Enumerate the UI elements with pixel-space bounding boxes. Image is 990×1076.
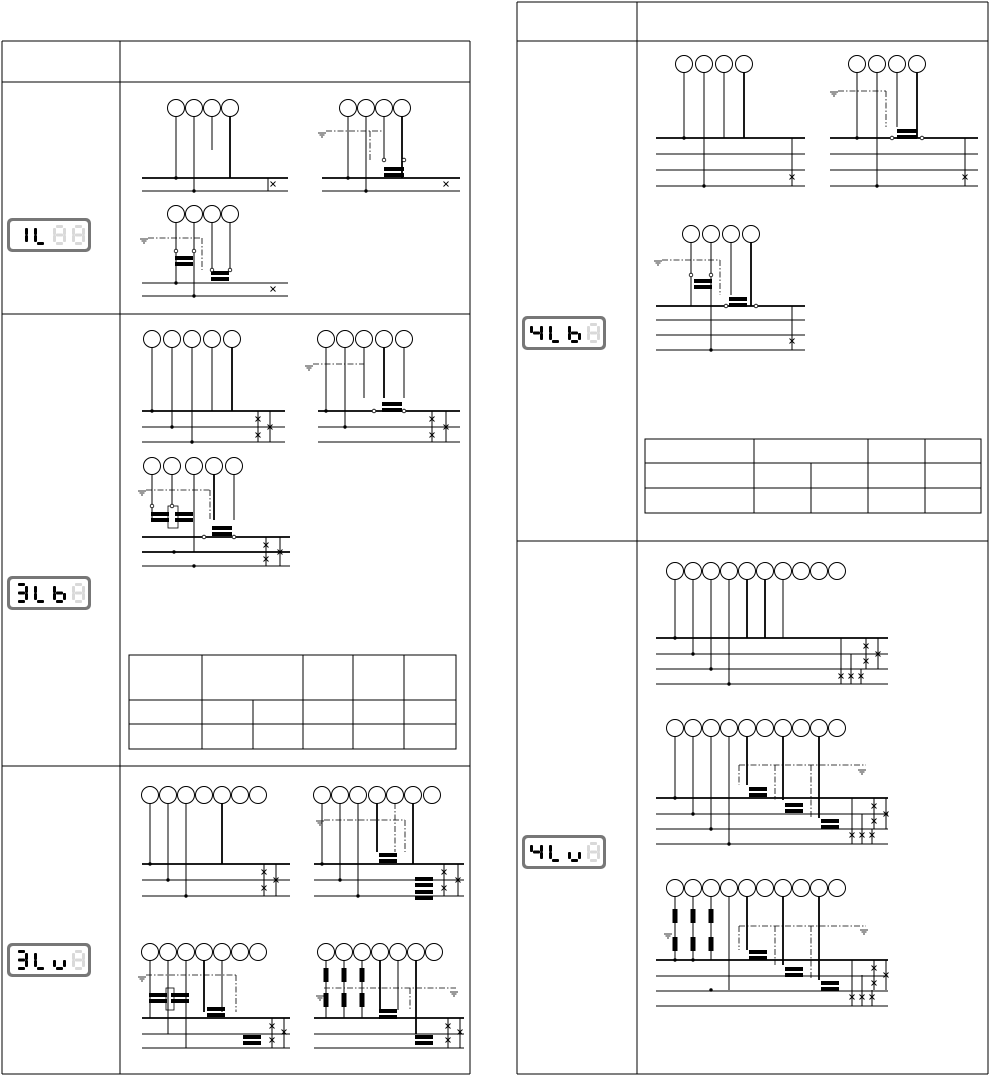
current-transformer — [212, 526, 232, 536]
terminal-circle — [318, 331, 335, 348]
current-transformer — [379, 853, 397, 863]
terminal-circle — [909, 56, 926, 73]
open-junction — [174, 249, 178, 253]
junction-dot — [190, 440, 193, 443]
terminal-circle — [232, 944, 249, 961]
open-junction — [709, 273, 713, 277]
junction-dot — [691, 958, 694, 961]
terminal-circle — [703, 226, 720, 243]
terminal-circle — [178, 944, 195, 961]
terminal-circle — [142, 787, 159, 804]
digit-8 — [587, 842, 600, 862]
terminal-circle — [250, 787, 267, 804]
terminal-circle — [757, 720, 774, 737]
ground-icon — [830, 92, 838, 96]
open-junction — [170, 504, 174, 508]
current-transformer — [694, 279, 712, 289]
terminal-circle — [358, 100, 375, 117]
junction-dot — [709, 348, 712, 351]
ground-icon — [860, 930, 868, 934]
terminal-circle — [676, 56, 693, 73]
fuse-mark — [444, 182, 449, 187]
junction-dot — [673, 636, 676, 639]
terminal-circle — [376, 100, 393, 117]
terminal-circle — [144, 331, 161, 348]
terminal-circle — [811, 880, 828, 897]
terminal-circle — [356, 331, 373, 348]
current-transformer — [175, 256, 193, 266]
ground-icon — [138, 491, 146, 495]
junction-dot — [192, 294, 195, 297]
terminal-circle — [178, 787, 195, 804]
terminal-circle — [739, 563, 756, 580]
potential-transformer — [691, 909, 696, 923]
terminal-circle — [206, 458, 223, 475]
terminal-circle — [168, 100, 185, 117]
terminal-circle — [232, 787, 249, 804]
terminal-circle — [396, 331, 413, 348]
open-junction — [920, 136, 924, 140]
terminal-circle — [426, 944, 443, 961]
terminal-circle — [739, 720, 756, 737]
junction-dot — [174, 281, 177, 284]
terminal-circle — [144, 458, 161, 475]
terminal-circle — [314, 787, 331, 804]
junction-dot — [702, 184, 705, 187]
terminal-circle — [372, 944, 389, 961]
terminal-circle — [204, 100, 221, 117]
terminal-circle — [250, 944, 267, 961]
terminal-circle — [757, 880, 774, 897]
open-junction — [689, 273, 693, 277]
open-junction — [232, 535, 236, 539]
current-transformer — [785, 803, 803, 813]
terminal-circle — [667, 720, 684, 737]
junction-dot — [875, 184, 878, 187]
ground-icon — [316, 821, 324, 825]
terminal-circle — [186, 458, 203, 475]
potential-transformer — [342, 968, 347, 982]
current-transformer — [211, 271, 229, 281]
terminal-circle — [387, 787, 404, 804]
terminal-circle — [811, 720, 828, 737]
ground-icon — [305, 366, 313, 370]
diagram-4Lu — [656, 563, 889, 1007]
terminal-circle — [186, 206, 203, 223]
digit-8 — [72, 950, 85, 970]
digit-3 — [18, 583, 28, 603]
table-3Lb — [129, 655, 456, 749]
diagram-3Lb — [138, 331, 460, 568]
terminal-circle — [164, 458, 181, 475]
terminal-circle — [332, 787, 349, 804]
junction-dot — [673, 796, 676, 799]
ground-icon — [138, 977, 146, 981]
current-transformer — [384, 167, 404, 177]
terminal-circle — [667, 880, 684, 897]
ct-bridge — [168, 506, 178, 528]
diagram-1L — [140, 100, 460, 298]
terminal-circle — [340, 100, 357, 117]
junction-dot — [170, 425, 173, 428]
junction-dot — [184, 894, 187, 897]
open-junction — [202, 535, 206, 539]
potential-transformer — [709, 937, 714, 951]
terminal-circle — [775, 563, 792, 580]
terminal-circle — [354, 944, 371, 961]
terminal-circle — [757, 563, 774, 580]
terminal-circle — [337, 331, 354, 348]
terminal-circle — [829, 563, 846, 580]
current-transformer — [149, 993, 167, 1003]
mode-displays — [7, 218, 606, 977]
junction-dot — [320, 862, 323, 865]
terminal-circle — [723, 226, 740, 243]
right-wiring-table — [517, 2, 988, 1074]
terminal-circle — [775, 880, 792, 897]
junction-dot — [682, 136, 685, 139]
junction-dot — [174, 176, 177, 179]
terminal-circle — [849, 56, 866, 73]
potential-transformer — [360, 968, 365, 982]
junction-dot — [346, 176, 349, 179]
terminal-circle — [793, 720, 810, 737]
terminal-circle — [160, 944, 177, 961]
junction-dot — [855, 136, 858, 139]
terminal-circle — [408, 944, 425, 961]
terminal-circle — [160, 787, 177, 804]
terminal-circle — [739, 880, 756, 897]
terminal-circle — [214, 944, 231, 961]
junction-dot — [192, 564, 195, 567]
open-junction — [754, 304, 758, 308]
current-transformer — [243, 1035, 261, 1045]
terminal-circle — [224, 331, 241, 348]
open-junction — [382, 158, 386, 162]
junction-dot — [691, 652, 694, 655]
ground-icon — [858, 770, 866, 774]
terminal-circle — [736, 56, 753, 73]
current-transformer — [821, 819, 839, 829]
fuse-mark — [271, 182, 276, 187]
junction-dot — [338, 878, 341, 881]
junction-dot — [709, 667, 712, 670]
potential-transformer — [342, 993, 347, 1007]
terminal-circle — [685, 880, 702, 897]
terminal-circle — [214, 787, 231, 804]
current-transformer — [749, 787, 767, 797]
potential-transformer — [691, 937, 696, 951]
digit-8 — [72, 225, 85, 245]
terminal-circle — [405, 787, 422, 804]
junction-dot — [166, 878, 169, 881]
junction-dot — [172, 550, 175, 553]
junction-dot — [709, 827, 712, 830]
terminal-circle — [869, 56, 886, 73]
mode-display-4Lu — [522, 835, 606, 869]
small-tables — [129, 439, 981, 749]
terminal-circle — [696, 56, 713, 73]
terminal-circle — [775, 720, 792, 737]
junction-dot — [691, 812, 694, 815]
terminal-circle — [703, 720, 720, 737]
junction-dot — [727, 842, 730, 845]
terminal-circle — [793, 563, 810, 580]
table-4Lb — [645, 439, 981, 513]
current-transformer — [749, 950, 767, 960]
digit-8 — [72, 583, 85, 603]
current-transformer — [151, 512, 169, 522]
open-junction — [372, 409, 376, 413]
terminal-circle — [142, 944, 159, 961]
digit-8 — [53, 225, 66, 245]
wiring-schematics — [138, 56, 978, 1049]
ground-icon — [140, 239, 148, 243]
terminal-circle — [369, 787, 386, 804]
terminal-circle — [376, 331, 393, 348]
terminal-circle — [424, 787, 441, 804]
junction-dot — [343, 425, 346, 428]
terminal-circle — [204, 331, 221, 348]
terminal-circle — [336, 944, 353, 961]
current-transformer — [415, 890, 433, 900]
mode-display-1L — [7, 218, 91, 252]
potential-transformer — [709, 909, 714, 923]
terminal-circle — [186, 100, 203, 117]
open-junction — [890, 136, 894, 140]
digit-8 — [587, 323, 600, 343]
digit-3 — [18, 950, 28, 970]
junction-dot — [356, 894, 359, 897]
potential-transformer — [324, 993, 329, 1007]
terminal-circle — [829, 720, 846, 737]
terminal-circle — [394, 100, 411, 117]
junction-dot — [192, 189, 195, 192]
terminal-circle — [683, 226, 700, 243]
terminal-circle — [703, 563, 720, 580]
open-junction — [192, 249, 196, 253]
open-junction — [402, 158, 406, 162]
terminal-circle — [667, 563, 684, 580]
open-junction — [724, 304, 728, 308]
terminal-circle — [685, 720, 702, 737]
potential-transformer — [360, 993, 365, 1007]
diagram-4Lb — [654, 56, 978, 352]
terminal-circle — [168, 206, 185, 223]
terminal-circle — [829, 880, 846, 897]
terminal-circle — [743, 226, 760, 243]
terminal-circle — [204, 206, 221, 223]
junction-dot — [324, 409, 327, 412]
terminal-circle — [164, 331, 181, 348]
terminal-circle — [703, 880, 720, 897]
terminal-circle — [222, 206, 239, 223]
current-transformer — [415, 877, 433, 887]
terminal-circle — [226, 458, 243, 475]
mode-display-4Lb — [522, 316, 606, 350]
ground-icon — [450, 992, 458, 996]
open-junction — [402, 409, 406, 413]
ground-icon — [318, 133, 326, 137]
terminal-circle — [889, 56, 906, 73]
open-junction — [150, 504, 154, 508]
diagram-3Lu — [138, 787, 464, 1049]
terminal-circle — [350, 787, 367, 804]
terminal-circle — [721, 720, 738, 737]
terminal-circle — [811, 563, 828, 580]
potential-transformer — [673, 937, 678, 951]
left-wiring-table — [2, 41, 470, 1074]
potential-transformer — [673, 909, 678, 923]
mode-display-3Lu — [7, 943, 91, 977]
junction-dot — [673, 958, 676, 961]
open-junction — [210, 268, 214, 272]
current-transformer — [821, 981, 839, 991]
mode-display-3Lb — [7, 576, 91, 610]
open-junction — [228, 268, 232, 272]
terminal-circle — [184, 331, 201, 348]
current-transformer — [415, 1035, 433, 1045]
terminal-circle — [196, 787, 213, 804]
fuse-mark — [271, 287, 276, 292]
terminal-circle — [721, 880, 738, 897]
terminal-circle — [390, 944, 407, 961]
terminal-circle — [222, 100, 239, 117]
terminal-circle — [685, 563, 702, 580]
terminal-circle — [318, 944, 335, 961]
junction-dot — [150, 409, 153, 412]
terminal-circle — [793, 880, 810, 897]
junction-dot — [709, 988, 712, 991]
potential-transformer — [324, 968, 329, 982]
ground-icon — [316, 996, 324, 1000]
ground-icon — [654, 261, 662, 265]
ground-icon — [664, 934, 672, 938]
terminal-circle — [716, 56, 733, 73]
junction-dot — [364, 189, 367, 192]
terminal-circle — [196, 944, 213, 961]
terminal-circle — [721, 563, 738, 580]
junction-dot — [727, 682, 730, 685]
junction-dot — [148, 862, 151, 865]
